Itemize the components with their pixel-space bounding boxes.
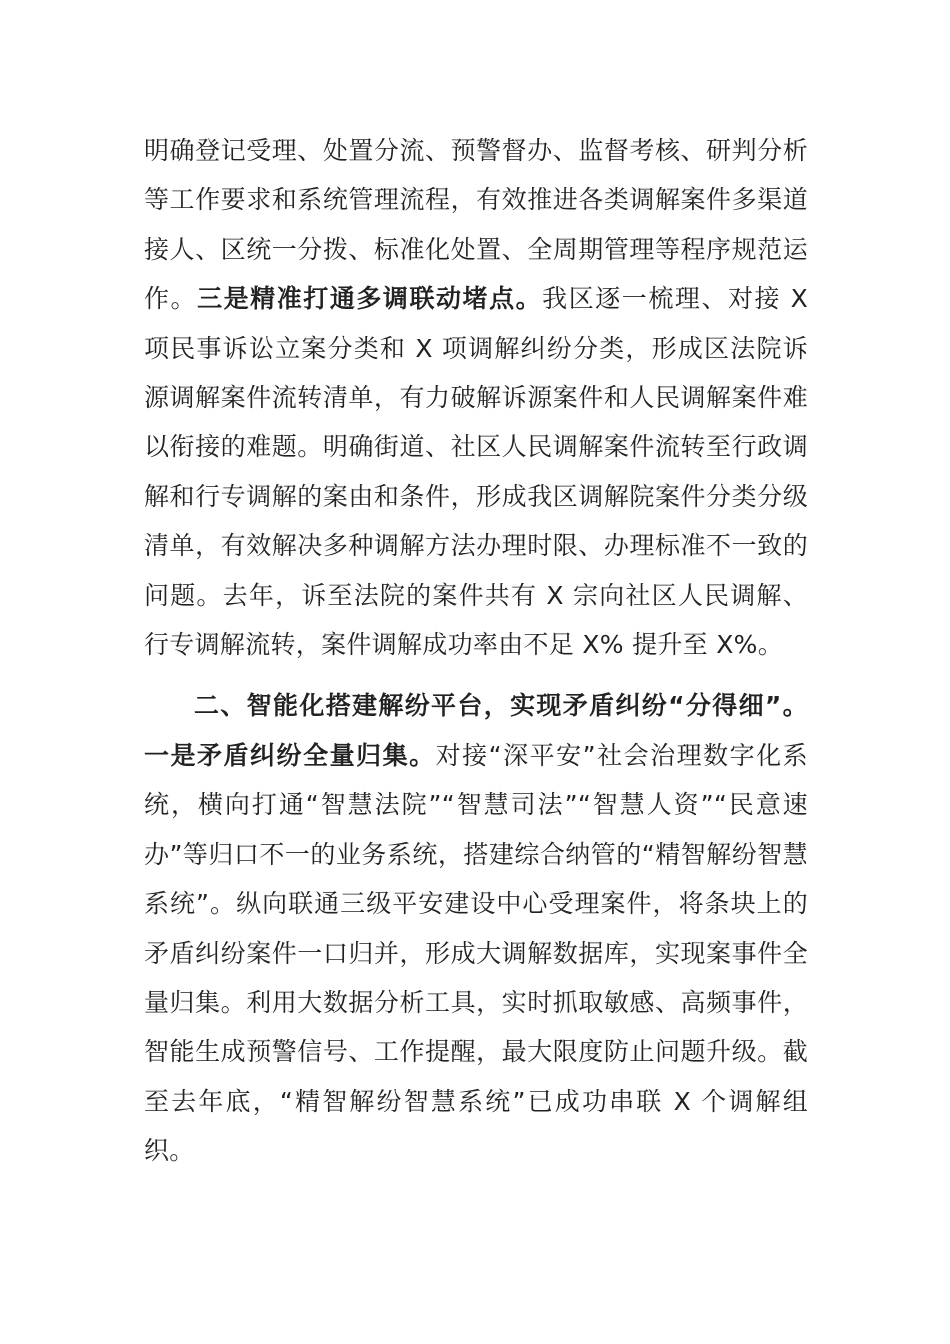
paragraph-2 — [144, 681, 808, 1175]
heading-three-precise-linkage: 三是精准打通多调联动堵点。 — [197, 284, 543, 314]
paragraph-1 — [144, 126, 808, 669]
paragraph-2-text: 对接“深平安”社会治理数字化系统，横向打通“智慧法院”“智慧司法”“智慧人资”“民意速办”等归口不一的业务系统，搭建综合纳管的“精智解纷智慧系统”。纵向联通三级平安建设中心受理案件，将条块上的矛盾纠纷案件一口归并，形成大调解数据库，实现案事件全量归集。利用大数据分析工具，实时抓取敏感、高频事件，智能生成预警信号、工作提醒，最大限度防止问题升级。截至去年底，“精智解纷智慧系统”已成功串联 X 个调解组织。 — [144, 740, 808, 1166]
document-body — [144, 126, 808, 1176]
section-heading-two-intelligent-platform: 二、智能化搭建解纷平台，实现矛盾纠纷“分得细”。一是矛盾纠纷全量归集。 — [144, 691, 808, 770]
paragraph-1-text-b: 我区逐一梳理、对接 X 项民事诉讼立案分类和 X 项调解纠纷分类，形成区法院诉源调解案件流转清单，有力破解诉源案件和人民调解案件难以衔接的难题。明确街道、社区人民调解案件流转至行政调解和行专调解的案由和条件，形成我区调解院案件分类分级清单，有效解决多种调解方法办理时限、办理标准不一致的问题。去年，诉至法院的案件共有 X 宗向社区人民调解、行专调解流转，案件调解成功率由不足 X% 提升至 X%。 — [144, 284, 808, 660]
paragraph-1-text-a: 明确登记受理、处置分流、预警督办、监督考核、研判分析等工作要求和系统管理流程，有效推进各类调解案件多渠道接人、区统一分拨、标准化处置、全周期管理等程序规范运作。 — [144, 136, 808, 314]
